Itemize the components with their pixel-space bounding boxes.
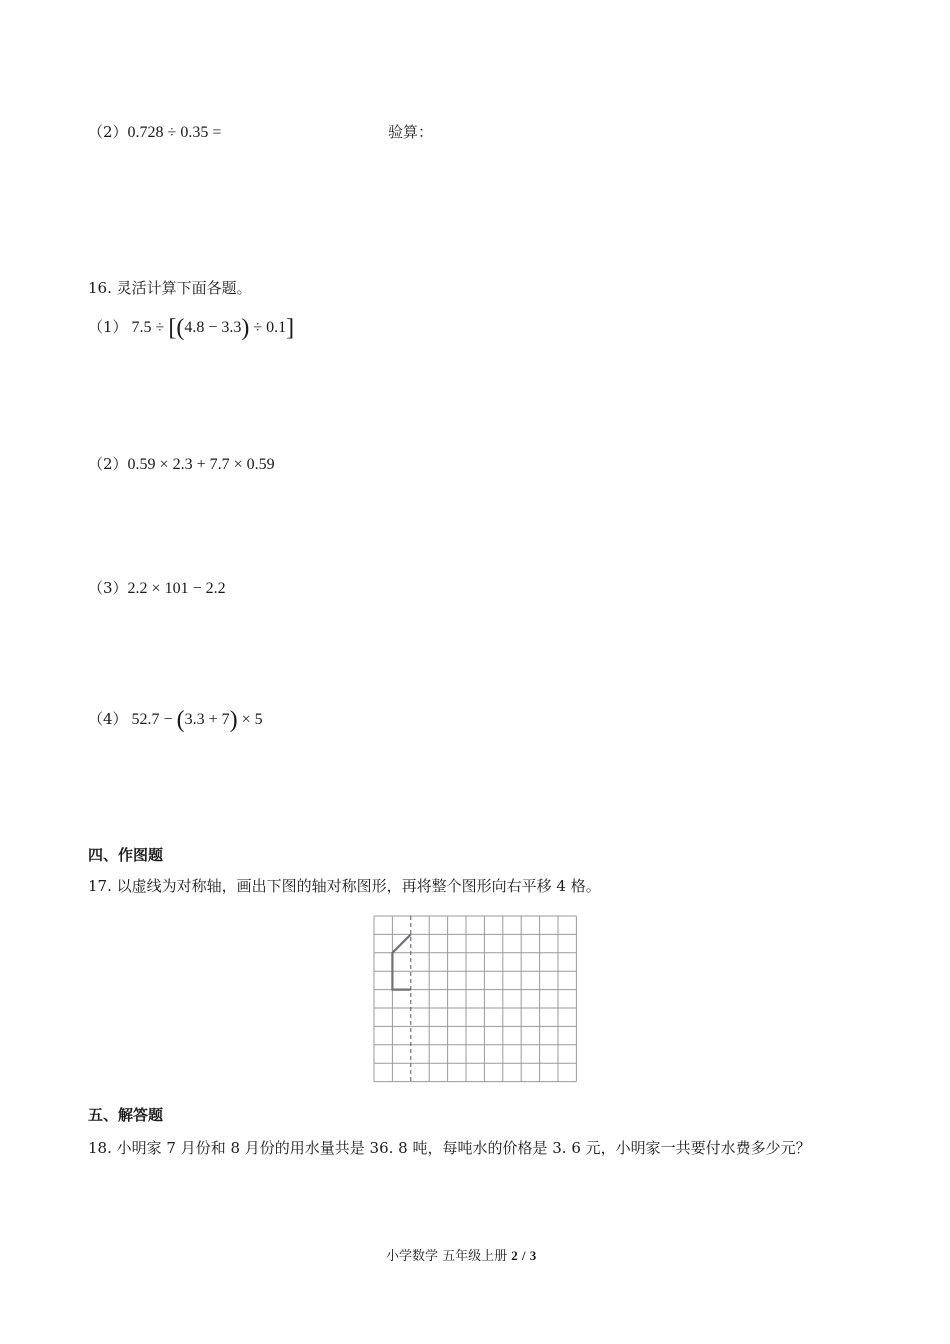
problem16-part3: （3）2.2 × 101 − 2.2 [88, 579, 226, 597]
drawing-grid [372, 914, 578, 1084]
problem16-part1: （1） 7.5 ÷ [(4.8 − 3.3) ÷ 0.1] [88, 315, 295, 341]
problem15-part2 [88, 121, 221, 142]
division-expression: 0.728 ÷ 0.35 = [127, 124, 222, 141]
page-number: 2 [511, 1248, 518, 1263]
check-label: 验算： [388, 123, 434, 141]
part-label: （2） [88, 123, 128, 141]
problem18-text: 18. 小明家 7 月份和 8 月份的用水量共是 36. 8 吨，每吨水的价格是 3. 6 元，小明家一共要付水费多少元？ [88, 1139, 811, 1157]
section5-heading: 五、解答题 [88, 1106, 164, 1124]
page-footer [386, 1245, 536, 1264]
section4-heading: 四、作图题 [88, 846, 164, 864]
problem16-part4: （4） 52.7 − (3.3 + 7) × 5 [88, 707, 263, 733]
given-shape [392, 934, 410, 989]
problem16-part2: （2）0.59 × 2.3 + 7.7 × 0.59 [88, 455, 275, 473]
page-total: 3 [529, 1248, 537, 1263]
problem16-title: 16. 灵活计算下面各题。 [88, 279, 252, 297]
page-separator: / [521, 1248, 526, 1263]
footer-text: 小学数学 五年级上册 [386, 1249, 508, 1264]
problem17-text: 17. 以虚线为对称轴，画出下图的轴对称图形，再将整个图形向右平移 4 格。 [88, 877, 601, 895]
